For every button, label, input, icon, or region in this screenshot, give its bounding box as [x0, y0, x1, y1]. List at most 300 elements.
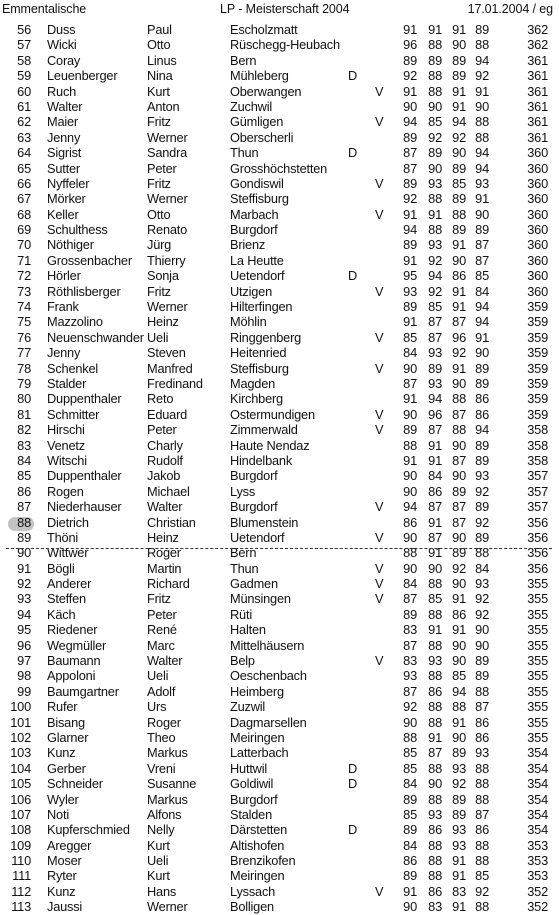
lastname-cell: Duppenthaler [47, 468, 122, 484]
series1-cell: 83 [403, 622, 417, 638]
firstname-cell: Steven [147, 345, 186, 361]
lastname-cell: Duss [47, 22, 76, 37]
series2-cell: 85 [428, 591, 442, 607]
series2-cell: 88 [428, 853, 442, 869]
category-cell: D [348, 68, 358, 84]
series3-cell: 94 [452, 114, 466, 130]
rank-cell: 113 [11, 899, 31, 915]
series3-cell: 91 [452, 868, 466, 884]
series4-cell: 89 [475, 360, 489, 376]
series1-cell: 93 [403, 283, 417, 299]
total-cell: 357 [527, 468, 548, 484]
series1-cell: 90 [403, 98, 417, 114]
table-row [0, 284, 559, 299]
place-cell: Latterbach [230, 745, 289, 761]
series4-cell: 94 [475, 145, 489, 161]
lastname-cell: Moser [47, 853, 82, 869]
series4-cell: 85 [475, 268, 489, 284]
total-cell: 359 [527, 406, 548, 422]
series3-cell: 88 [452, 391, 466, 407]
series3-cell: 93 [452, 837, 466, 853]
firstname-cell: Kurt [147, 837, 170, 853]
series2-cell: 92 [428, 283, 442, 299]
table-row [0, 515, 559, 530]
series1-cell: 92 [403, 191, 417, 207]
table-row [0, 130, 559, 145]
firstname-cell: Fritz [147, 114, 171, 130]
series2-cell: 88 [428, 760, 442, 776]
lastname-cell: Bisang [47, 714, 85, 730]
series4-cell: 93 [475, 175, 489, 191]
series4-cell: 91 [475, 83, 489, 99]
total-cell: 359 [527, 314, 548, 330]
series3-cell: 90 [452, 437, 466, 453]
lastname-cell: Kunz [47, 745, 76, 761]
series1-cell: 85 [403, 806, 417, 822]
rank-cell: 94 [17, 606, 31, 622]
series4-cell: 84 [475, 560, 489, 576]
place-cell: Blumenstein [230, 514, 299, 530]
series2-cell: 90 [428, 560, 442, 576]
rank-cell: 96 [17, 637, 31, 653]
series1-cell: 88 [403, 437, 417, 453]
lastname-cell: Baumann [47, 653, 101, 669]
firstname-cell: Roger [147, 714, 181, 730]
series1-cell: 91 [403, 206, 417, 222]
firstname-cell: Vreni [147, 760, 176, 776]
firstname-cell: Theo [147, 729, 176, 745]
total-cell: 354 [527, 760, 548, 776]
firstname-cell: Nina [147, 68, 173, 84]
series2-cell: 88 [428, 68, 442, 84]
place-cell: Mühleberg [230, 68, 289, 84]
lastname-cell: Keller [47, 206, 79, 222]
rank-cell: 75 [17, 314, 31, 330]
firstname-cell: Walter [147, 499, 183, 515]
series4-cell: 88 [475, 114, 489, 130]
place-cell: Ostermundigen [230, 406, 315, 422]
firstname-cell: Werner [147, 191, 188, 207]
rank-cell: 112 [11, 883, 31, 899]
lastname-cell: Maier [47, 114, 78, 130]
total-cell: 361 [527, 83, 548, 99]
series4-cell: 88 [475, 683, 489, 699]
series3-cell: 93 [452, 760, 466, 776]
table-row [0, 899, 559, 914]
place-cell: Möhlin [230, 314, 267, 330]
table-row [0, 853, 559, 868]
rank-cell: 108 [10, 822, 31, 838]
place-cell: Rüschegg-Heubach [230, 37, 340, 53]
series2-cell: 94 [428, 268, 442, 284]
series2-cell: 89 [428, 360, 442, 376]
lastname-cell: Sigrist [47, 145, 82, 161]
firstname-cell: Anton [147, 98, 180, 114]
rank-cell: 77 [17, 345, 31, 361]
rank-cell: 57 [17, 37, 31, 53]
series4-cell: 89 [475, 222, 489, 238]
series3-cell: 94 [452, 683, 466, 699]
table-row [0, 391, 559, 406]
firstname-cell: Thierry [147, 252, 186, 268]
total-cell: 360 [527, 222, 548, 238]
series4-cell: 88 [475, 760, 489, 776]
series3-cell: 90 [452, 468, 466, 484]
series1-cell: 93 [403, 668, 417, 684]
lastname-cell: Käch [47, 606, 76, 622]
place-cell: Lyss [230, 483, 256, 499]
series4-cell: 88 [475, 837, 489, 853]
firstname-cell: Sandra [147, 145, 188, 161]
lastname-cell: Jaussi [47, 899, 83, 915]
series4-cell: 86 [475, 406, 489, 422]
lastname-cell: Steffen [47, 591, 86, 607]
veteran-cell: V [375, 206, 384, 222]
veteran-cell: V [375, 576, 384, 592]
table-row [0, 407, 559, 422]
series3-cell: 92 [452, 129, 466, 145]
table-row [0, 330, 559, 345]
table-row [0, 699, 559, 714]
total-cell: 358 [527, 437, 548, 453]
series4-cell: 93 [475, 576, 489, 592]
rank-cell: 68 [17, 206, 31, 222]
firstname-cell: Otto [147, 206, 171, 222]
total-cell: 361 [527, 68, 548, 84]
firstname-cell: Martin [147, 560, 182, 576]
series3-cell: 92 [452, 776, 466, 792]
series3-cell: 90 [452, 576, 466, 592]
series4-cell: 88 [475, 853, 489, 869]
place-cell: Altishofen [230, 837, 285, 853]
series3-cell: 89 [452, 160, 466, 176]
place-cell: Gadmen [230, 576, 278, 592]
series2-cell: 88 [428, 191, 442, 207]
total-cell: 358 [527, 422, 548, 438]
firstname-cell: Alfons [147, 806, 182, 822]
series2-cell: 88 [428, 699, 442, 715]
series4-cell: 94 [475, 160, 489, 176]
total-cell: 355 [527, 683, 548, 699]
table-row [0, 68, 559, 83]
series2-cell: 93 [428, 375, 442, 391]
veteran-cell: V [375, 283, 384, 299]
series2-cell: 88 [428, 714, 442, 730]
firstname-cell: Linus [147, 52, 177, 68]
series4-cell: 85 [475, 868, 489, 884]
lastname-cell: Hirschi [47, 422, 85, 438]
table-row [0, 22, 559, 37]
series2-cell: 93 [428, 806, 442, 822]
series3-cell: 93 [452, 822, 466, 838]
rank-cell: 82 [17, 422, 31, 438]
table-row [0, 530, 559, 545]
total-cell: 355 [527, 699, 548, 715]
series2-cell: 90 [428, 776, 442, 792]
place-cell: Zuzwil [230, 699, 266, 715]
total-cell: 355 [527, 714, 548, 730]
series3-cell: 86 [452, 606, 466, 622]
rank-cell: 99 [17, 683, 31, 699]
total-cell: 357 [527, 499, 548, 515]
series4-cell: 92 [475, 591, 489, 607]
series2-cell: 90 [428, 160, 442, 176]
series1-cell: 84 [403, 837, 417, 853]
lastname-cell: Neuenschwander [47, 329, 144, 345]
series4-cell: 87 [475, 699, 489, 715]
firstname-cell: Rudolf [147, 452, 183, 468]
series1-cell: 87 [403, 145, 417, 161]
series4-cell: 89 [475, 529, 489, 545]
table-row [0, 191, 559, 206]
series3-cell: 91 [452, 853, 466, 869]
series1-cell: 89 [403, 822, 417, 838]
series3-cell: 90 [452, 729, 466, 745]
series3-cell: 88 [452, 699, 466, 715]
series3-cell: 87 [452, 452, 466, 468]
series4-cell: 92 [475, 514, 489, 530]
series3-cell: 86 [452, 268, 466, 284]
rank-cell: 101 [10, 714, 31, 730]
series2-cell: 87 [428, 314, 442, 330]
firstname-cell: Kurt [147, 868, 170, 884]
series1-cell: 96 [403, 37, 417, 53]
rank-cell: 78 [17, 360, 31, 376]
firstname-cell: Markus [147, 791, 188, 807]
rank-cell: 111 [12, 868, 31, 884]
series1-cell: 91 [403, 452, 417, 468]
table-row [0, 868, 559, 883]
table-row [0, 745, 559, 760]
series3-cell: 91 [452, 299, 466, 315]
rank-cell: 98 [17, 668, 31, 684]
table-row [0, 37, 559, 52]
place-cell: Bern [230, 545, 257, 561]
firstname-cell: Adolf [147, 683, 176, 699]
table-row [0, 684, 559, 699]
series1-cell: 94 [403, 499, 417, 515]
total-cell: 352 [527, 899, 548, 915]
series2-cell: 91 [428, 545, 442, 561]
veteran-cell: V [375, 406, 384, 422]
series4-cell: 94 [475, 299, 489, 315]
firstname-cell: Werner [147, 299, 188, 315]
series2-cell: 88 [428, 668, 442, 684]
total-cell: 359 [527, 329, 548, 345]
total-cell: 361 [527, 129, 548, 145]
table-row [0, 99, 559, 114]
table-row [0, 422, 559, 437]
series3-cell: 90 [452, 375, 466, 391]
lastname-cell: Aregger [47, 837, 92, 853]
firstname-cell: Christian [147, 514, 196, 530]
rank-cell: 71 [17, 252, 31, 268]
place-cell: Burgdorf [230, 468, 278, 484]
series4-cell: 92 [475, 606, 489, 622]
series4-cell: 91 [475, 329, 489, 345]
series3-cell: 89 [452, 745, 466, 761]
place-cell: Brenzikofen [230, 853, 296, 869]
table-row [0, 222, 559, 237]
series2-cell: 85 [428, 299, 442, 315]
series4-cell: 89 [475, 452, 489, 468]
rank-cell: 66 [17, 175, 31, 191]
table-row [0, 761, 559, 776]
lastname-cell: Thöni [47, 529, 79, 545]
table-row [0, 176, 559, 191]
series4-cell: 90 [475, 345, 489, 361]
firstname-cell: Ueli [147, 853, 169, 869]
total-cell: 360 [527, 237, 548, 253]
lastname-cell: Duppenthaler [47, 391, 122, 407]
total-cell: 359 [527, 345, 548, 361]
table-row [0, 715, 559, 730]
series3-cell: 91 [452, 622, 466, 638]
series2-cell: 93 [428, 237, 442, 253]
total-cell: 359 [527, 360, 548, 376]
series1-cell: 85 [403, 760, 417, 776]
firstname-cell: Fredinand [147, 375, 203, 391]
total-cell: 352 [527, 883, 548, 899]
rank-cell: 92 [17, 576, 31, 592]
series4-cell: 91 [475, 191, 489, 207]
series4-cell: 88 [475, 899, 489, 915]
total-cell: 359 [527, 391, 548, 407]
lastname-cell: Walter [47, 98, 83, 114]
lastname-cell: Schmitter [47, 406, 100, 422]
lastname-cell: Mörker [47, 191, 86, 207]
lastname-cell: Jenny [47, 129, 81, 145]
results-table [0, 22, 559, 915]
place-cell: Marbach [230, 206, 279, 222]
category-cell: D [348, 145, 358, 161]
lastname-cell: Rogen [47, 483, 84, 499]
table-row [0, 145, 559, 160]
series1-cell: 91 [403, 391, 417, 407]
series1-cell: 84 [403, 576, 417, 592]
series3-cell: 91 [452, 22, 466, 37]
table-row [0, 730, 559, 745]
series2-cell: 92 [428, 129, 442, 145]
series2-cell: 92 [428, 252, 442, 268]
table-row [0, 468, 559, 483]
series2-cell: 88 [428, 83, 442, 99]
rank-cell: 89 [17, 529, 31, 545]
series1-cell: 90 [403, 899, 417, 915]
series3-cell: 91 [452, 283, 466, 299]
series2-cell: 86 [428, 883, 442, 899]
series3-cell: 91 [452, 360, 466, 376]
series3-cell: 89 [452, 545, 466, 561]
place-cell: Burgdorf [230, 222, 278, 238]
series4-cell: 93 [475, 745, 489, 761]
series1-cell: 89 [403, 868, 417, 884]
series4-cell: 90 [475, 206, 489, 222]
rank-cell: 59 [17, 68, 31, 84]
total-cell: 360 [527, 268, 548, 284]
table-row [0, 591, 559, 606]
series1-cell: 91 [403, 883, 417, 899]
series2-cell: 87 [428, 529, 442, 545]
lastname-cell: Appoloni [47, 668, 96, 684]
series4-cell: 89 [475, 375, 489, 391]
series4-cell: 94 [475, 52, 489, 68]
series1-cell: 89 [403, 129, 417, 145]
series2-cell: 91 [428, 514, 442, 530]
place-cell: Kirchberg [230, 391, 283, 407]
series2-cell: 89 [428, 52, 442, 68]
table-row [0, 499, 559, 514]
rank-cell: 76 [17, 329, 31, 345]
place-cell: Halten [230, 622, 266, 638]
rank-cell: 67 [17, 191, 31, 207]
firstname-cell: Michael [147, 483, 190, 499]
table-row [0, 653, 559, 668]
total-cell: 360 [527, 252, 548, 268]
series1-cell: 90 [403, 560, 417, 576]
series4-cell: 86 [475, 391, 489, 407]
rank-cell: 105 [10, 776, 31, 792]
total-cell: 356 [527, 545, 548, 561]
rank-cell: 84 [17, 452, 31, 468]
firstname-cell: Charly [147, 437, 183, 453]
firstname-cell: Walter [147, 653, 183, 669]
firstname-cell: Richard [147, 576, 190, 592]
series1-cell: 87 [403, 591, 417, 607]
header-date: 17.01.2004 / eg [467, 2, 553, 16]
table-row [0, 576, 559, 591]
lastname-cell: Noti [47, 806, 69, 822]
series4-cell: 87 [475, 252, 489, 268]
veteran-cell: V [375, 83, 384, 99]
total-cell: 360 [527, 191, 548, 207]
series3-cell: 91 [452, 98, 466, 114]
veteran-cell: V [375, 883, 384, 899]
series3-cell: 91 [452, 591, 466, 607]
series4-cell: 92 [475, 483, 489, 499]
firstname-cell: Nelly [147, 822, 175, 838]
series4-cell: 89 [475, 668, 489, 684]
place-cell: Brienz [230, 237, 266, 253]
lastname-cell: Glarner [47, 729, 89, 745]
series3-cell: 91 [452, 237, 466, 253]
series2-cell: 90 [428, 98, 442, 114]
place-cell: Belp [230, 653, 255, 669]
table-row [0, 207, 559, 222]
firstname-cell: Hans [147, 883, 177, 899]
table-row [0, 345, 559, 360]
lastname-cell: Rufer [47, 699, 78, 715]
series4-cell: 88 [475, 545, 489, 561]
series3-cell: 88 [452, 422, 466, 438]
lastname-cell: Schenkel [47, 360, 99, 376]
firstname-cell: Susanne [147, 776, 197, 792]
rank-cell: 102 [10, 729, 31, 745]
series3-cell: 91 [452, 83, 466, 99]
series1-cell: 85 [403, 745, 417, 761]
series4-cell: 92 [475, 68, 489, 84]
series4-cell: 90 [475, 98, 489, 114]
rank-cell: 74 [17, 299, 31, 315]
rank-cell: 97 [17, 653, 31, 669]
series2-cell: 88 [428, 222, 442, 238]
series2-cell: 87 [428, 499, 442, 515]
rank-cell: 81 [17, 406, 31, 422]
firstname-cell: Heinz [147, 529, 179, 545]
series4-cell: 88 [475, 37, 489, 53]
series2-cell: 91 [428, 206, 442, 222]
series1-cell: 87 [403, 160, 417, 176]
